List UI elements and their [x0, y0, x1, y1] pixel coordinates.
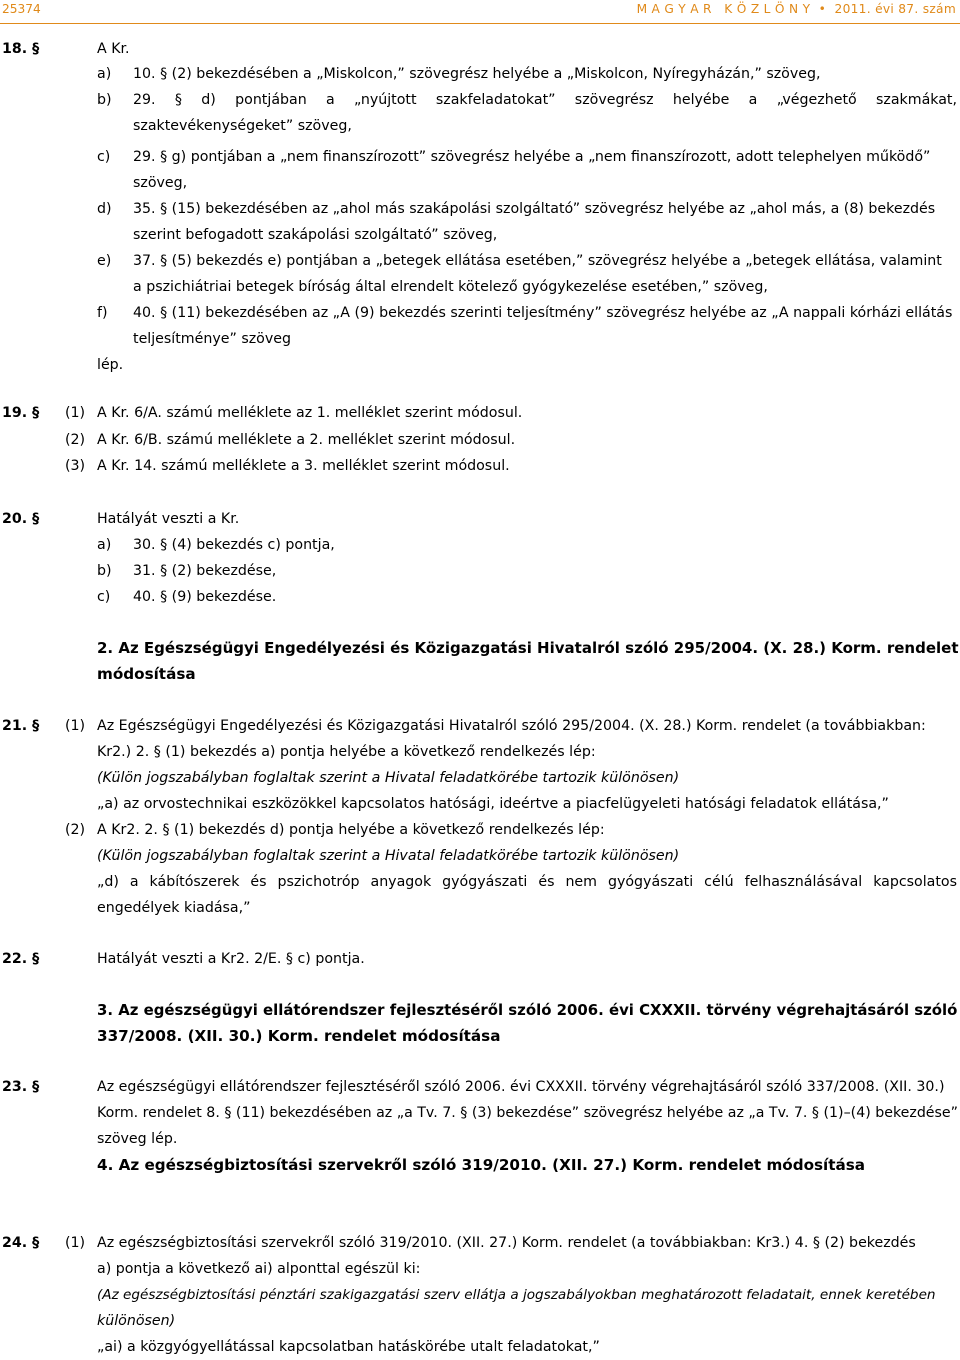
context-text: különösen)	[97, 1313, 176, 1329]
section-text: szöveg lép.	[97, 1131, 178, 1147]
paragraph-text: A Kr. 6/B. számú melléklete a 2. melléklet szerint módosul.	[97, 432, 516, 448]
item-label: b)	[97, 563, 112, 579]
quoted-text: „ai) a közgyógyellátással kapcsolatban hatáskörébe utalt feladatokat,”	[97, 1339, 600, 1355]
item-text: 29. § g) pontjában a „nem finanszírozott” szövegrész helyébe a „nem finanszírozott, adott telephelyen működő”	[133, 149, 931, 165]
context-text: (Külön jogszabályban foglaltak szerint a Hivatal feladatkörébe tartozik különösen)	[97, 848, 680, 864]
item-text: teljesítménye” szöveg	[133, 331, 291, 347]
header-rule	[0, 23, 960, 24]
item-label: b)	[97, 92, 112, 108]
paragraph-label: (2)	[65, 432, 86, 448]
paragraph-text: A Kr. 14. számú melléklete a 3. melléklet szerint módosul.	[97, 458, 510, 474]
paragraph-text: a) pontja a következő ai) alponttal egészül ki:	[97, 1261, 421, 1277]
context-text: (Az egészségbiztosítási pénztári szakigazgatási szerv ellátja a jogszabályokban meghatározott feladatait, ennek keretében	[97, 1287, 936, 1303]
section-text: Korm. rendelet 8. § (11) bekezdésében az „a Tv. 7. § (3) bekezdése” szövegrész helyébe az „a Tv. 7. § (1)–(4) bekezdése”	[97, 1105, 958, 1121]
section-text: Hatályát veszti a Kr.	[97, 511, 240, 527]
item-label: a)	[97, 537, 112, 553]
item-text: a pszichiátriai betegek bíróság által elrendelt kötelező gyógykezelése esetében,” szöveg,	[133, 279, 768, 295]
paragraph-text: Kr2.) 2. § (1) bekezdés a) pontja helyébe a következő rendelkezés lép:	[97, 744, 596, 760]
chapter-title: 4. Az egészségbiztosítási szervekről szóló 319/2010. (XII. 27.) Korm. rendelet módosítása	[97, 1156, 866, 1174]
item-text: 10. § (2) bekezdésében a „Miskolcon,” szövegrész helyébe a „Miskolcon, Nyíregyházán,” szöveg,	[133, 66, 821, 82]
context-text: (Külön jogszabályban foglaltak szerint a Hivatal feladatkörébe tartozik különösen)	[97, 770, 680, 786]
item-text: 40. § (9) bekezdése.	[133, 589, 277, 605]
item-text: 31. § (2) bekezdése,	[133, 563, 277, 579]
item-label: d)	[97, 201, 112, 217]
section-number: 24. §	[2, 1235, 40, 1251]
item-text: 30. § (4) bekezdés c) pontja,	[133, 537, 335, 553]
section-number: 18. §	[2, 41, 40, 57]
paragraph-text: Az egészségbiztosítási szervekről szóló 319/2010. (XII. 27.) Korm. rendelet (a továbbiakban: Kr3.) 4. § (2) bekezdés	[97, 1235, 916, 1251]
item-label: f)	[97, 305, 108, 321]
item-text: 35. § (15) bekezdésében az „ahol más szakápolási szolgáltató” szövegrész helyébe az „ahol más, a (8) bekezdés	[133, 201, 936, 217]
section-number: 19. §	[2, 405, 40, 421]
chapter-title: 2. Az Egészségügyi Engedélyezési és Közigazgatási Hivatalról szóló 295/2004. (X. 28.) Korm. rendelet	[97, 639, 959, 657]
quoted-text: „d) a kábítószerek és pszichotróp anyagok gyógyászati és nem gyógyászati célú felhasználásával kapcsolatos	[97, 874, 957, 890]
section-text: A Kr.	[97, 41, 130, 57]
quoted-text: „a) az orvostechnikai eszközökkel kapcsolatos hatósági, ideértve a piacfelügyeleti hatósági feladatok ellátása,”	[97, 796, 889, 812]
item-label: a)	[97, 66, 112, 82]
item-text: 40. § (11) bekezdésében az „A (9) bekezdés szerinti teljesítmény” szövegrész helyébe az „A nappali kórházi ellátás	[133, 305, 953, 321]
item-text: szöveg,	[133, 175, 188, 191]
section-number: 21. §	[2, 718, 40, 734]
item-label: e)	[97, 253, 112, 269]
paragraph-label: (1)	[65, 1235, 86, 1251]
section-number: 23. §	[2, 1079, 40, 1095]
section-text: Az egészségügyi ellátórendszer fejlesztéséről szóló 2006. évi CXXXII. törvény végrehajtásáról szóló 337/2008. (XII. 30.)	[97, 1079, 945, 1095]
chapter-title: 337/2008. (XII. 30.) Korm. rendelet módosítása	[97, 1027, 501, 1045]
paragraph-text: Az Egészségügyi Engedélyezési és Közigazgatási Hivatalról szóló 295/2004. (X. 28.) Korm. rendelet (a továbbiakban:	[97, 718, 926, 734]
section-number: 20. §	[2, 511, 40, 527]
item-text: 29. § d) pontjában a „nyújtott szakfeladatokat” szövegrész helyébe a „végezhető szakmákat,	[133, 92, 957, 108]
paragraph-text: A Kr2. 2. § (1) bekezdés d) pontja helyébe a következő rendelkezés lép:	[97, 822, 605, 838]
item-text: 37. § (5) bekezdés e) pontjában a „betegek ellátása esetében,” szövegrész helyébe a „betegek ellátása, valamint	[133, 253, 942, 269]
item-text: szerint befogadott szakápolási szolgáltató” szöveg,	[133, 227, 498, 243]
quoted-text: engedélyek kiadása,”	[97, 900, 251, 916]
chapter-title: módosítása	[97, 665, 196, 683]
paragraph-label: (3)	[65, 458, 86, 474]
section-text: Hatályát veszti a Kr2. 2/E. § c) pontja.	[97, 951, 365, 967]
paragraph-text: A Kr. 6/A. számú melléklete az 1. melléklet szerint módosul.	[97, 405, 523, 421]
section-end: lép.	[97, 357, 124, 373]
chapter-title: 3. Az egészségügyi ellátórendszer fejlesztéséről szóló 2006. évi CXXXII. törvény végrehajtásáról szóló	[97, 1001, 958, 1019]
item-label: c)	[97, 149, 111, 165]
section-number: 22. §	[2, 951, 40, 967]
paragraph-label: (1)	[65, 718, 86, 734]
masthead: M A G Y A R K Ö Z L Ö N Y • 2011. évi 87. szám	[636, 2, 956, 16]
paragraph-label: (1)	[65, 405, 86, 421]
item-text: szaktevékenységeket” szöveg,	[133, 118, 352, 134]
paragraph-label: (2)	[65, 822, 86, 838]
page-number: 25374	[2, 2, 41, 16]
item-label: c)	[97, 589, 111, 605]
